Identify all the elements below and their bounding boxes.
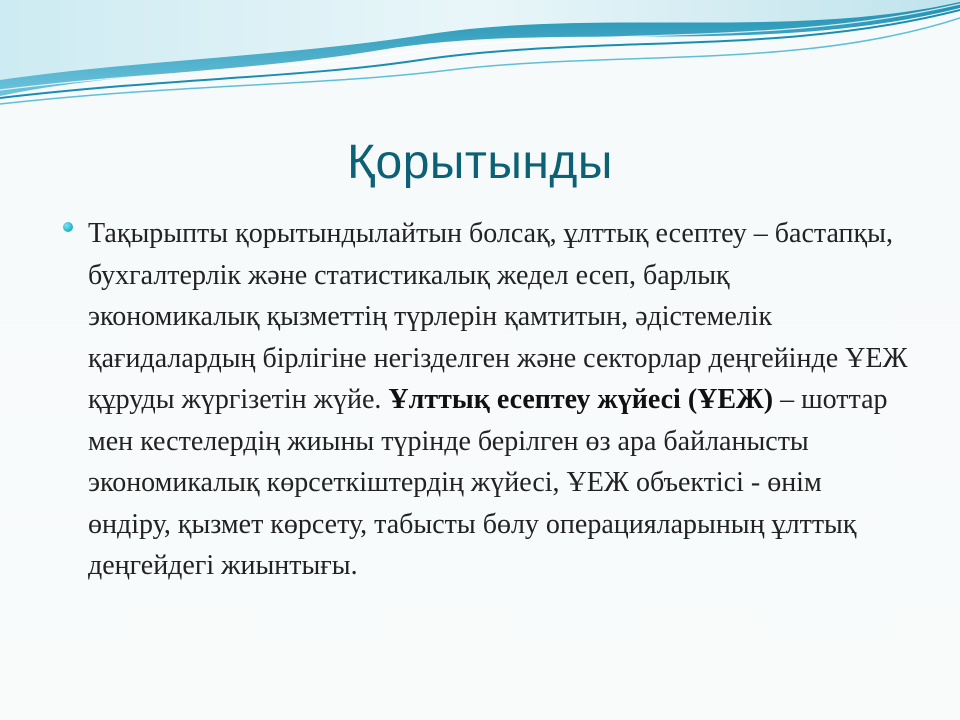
header-wave-decoration — [0, 0, 960, 110]
slide-title: Қорытынды — [347, 136, 613, 189]
paragraph-intro: Тақырыпты қорытындылайтын болсақ, ұлттық есептеу – бастапқы, бухгалтерлік және статистикалық жедел есеп, барлық экономикалық қызметтің түрлерін қамтитын, әдістемелік қағидалардың бірлігіне негізделген және секторлар деңгейінде ҰЕЖ құруды жүргізетін жүйе. — [88, 218, 908, 415]
paragraph-definition: – шоттар мен кестелердің жиыны түрінде берілген өз ара байланысты экономикалық көрсеткіштердің жүйесі, ҰЕЖ объектісі - өнім өндіру, қызмет көрсету, табысты бөлу операцияларының ұлттық деңгейдегі жиынтығы. — [88, 384, 888, 581]
bullet-icon — [63, 222, 73, 232]
body-paragraph — [88, 213, 908, 587]
paragraph-term: Ұлттық есептеу жүйесі (ҰЕЖ) — [388, 384, 774, 415]
